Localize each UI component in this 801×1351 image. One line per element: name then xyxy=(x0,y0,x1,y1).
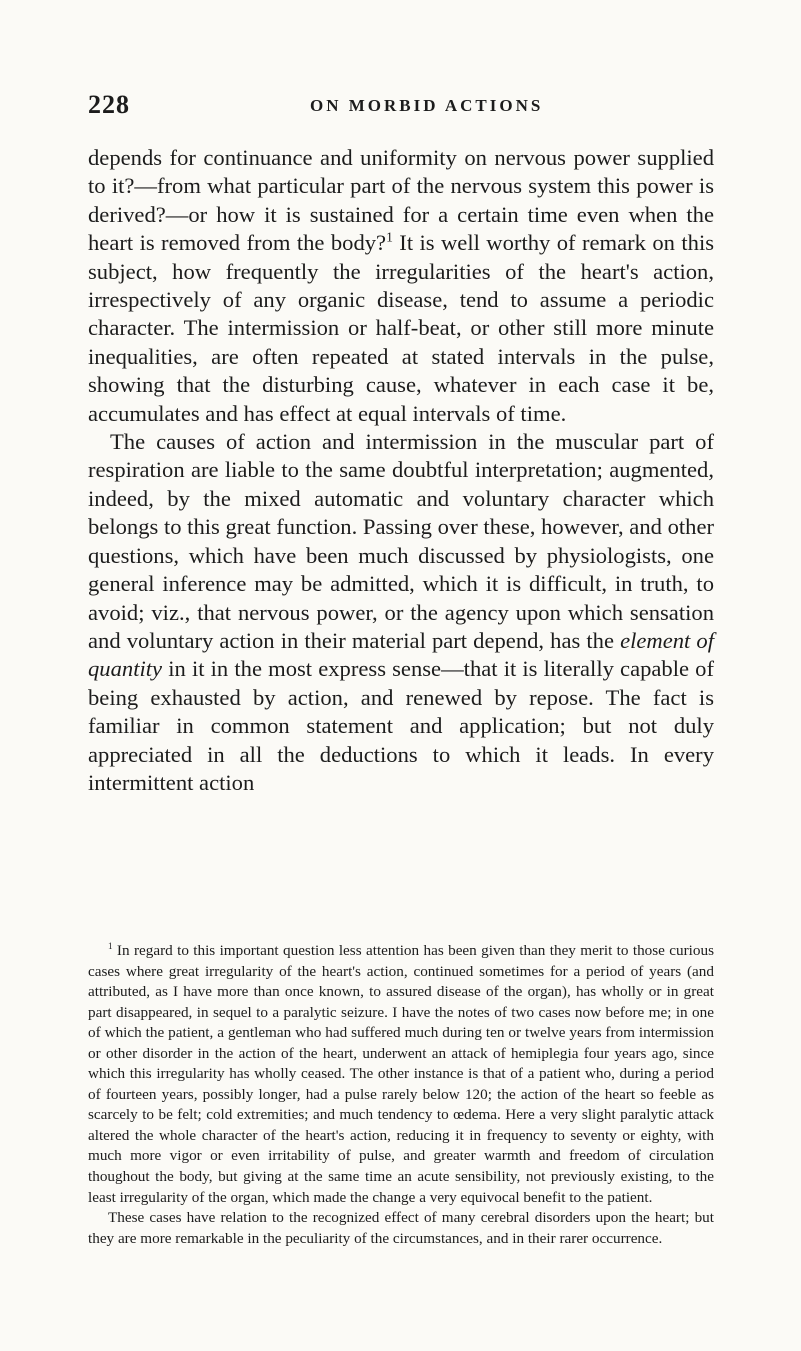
footnote-mark: 1 xyxy=(108,940,113,951)
body-text xyxy=(88,144,714,797)
footnote-2-text: These cases have relation to the recognized effect of many cerebral disorders upon the heart; but they are more remarkable in the peculiarity of the circumstances, and in their rarer occurrence. xyxy=(88,1209,714,1247)
paragraph-2-text-a: The causes of action and intermission in the muscular part of respiration are liable to the same doubtful interpretation; augmented, indeed, by the mixed automatic and voluntary character which belongs to this great function. Passing over these, however, and other questions, which have been much discussed by physiologists, one general inference may be admitted, which it is difficult, in truth, to avoid; viz., that nervous power, or the agency upon which sensation and voluntary action in their material part depend, has the xyxy=(88,429,714,653)
footnote-reference: 1 xyxy=(386,229,393,245)
running-head xyxy=(88,90,710,120)
footnote-1-continuation xyxy=(88,1208,714,1249)
footnote-1 xyxy=(88,941,714,1208)
running-title: ON MORBID ACTIONS xyxy=(310,96,544,115)
paragraph-2-emphasis: element of quantity xyxy=(88,627,714,682)
footnote-1-text: In regard to this important question less attention has been given than they merit to those curious cases where great irregularity of the heart's action, continued sometimes for a period of years (and attributed, as I have more than once known, to assured disease of the organ), has wholly or in great part disappeared, in sequel to a paralytic seizure. I have the notes of two cases now before me; in one of which the patient, a gentleman who had suffered much during ten or twelve years from intermission or other disorder in the action of the heart, underwent an attack of hemiplegia four years ago, since which this irregularity has wholly ceased. The other instance is that of a patient who, during a period of fourteen years, possibly longer, had a pulse rarely below 120; the action of the heart so feeble as scarcely to be felt; cold extremities; and much tendency to œdema. Here a very slight paralytic attack altered the whole character of the heart's action, reducing it in frequency to seventy or eighty, with much more vigor or even irritability of pulse, and greater warmth and freedom of circulation thoughout the body, but giving at the same time an acute sensibility, not previously existing, to the least irregularity of the organ, which made the change a very equivocal benefit to the patient. xyxy=(88,942,714,1206)
paragraph-1 xyxy=(88,144,714,428)
paragraph-2-text-b: in it in the most express sense—that it is literally capable of being exhausted by action, and renewed by repose. The fact is familiar in common statement and application; but not duly appreciated in all the deductions to which it leads. In every intermittent action xyxy=(88,656,714,795)
paragraph-1-text-b: It is well worthy of remark on this subject, how frequently the irregularities of the heart's action, irrespectively of any organic disease, tend to assume a periodic character. The intermission or half-beat, or other still more minute inequalities, are often repeated at stated intervals in the pulse, showing that the disturbing cause, whatever in each case it be, accumulates and has effect at equal intervals of time. xyxy=(88,230,715,426)
page-number: 228 xyxy=(88,90,130,119)
paragraph-2 xyxy=(88,428,714,797)
paragraph-1-text-a: depends for continuance and uniformity on nervous power supplied to it?—from what particular part of the nervous system this power is derived?—or how it is sustained for a certain time even when the heart is removed from the body? xyxy=(88,145,714,256)
footnotes xyxy=(88,941,714,1249)
